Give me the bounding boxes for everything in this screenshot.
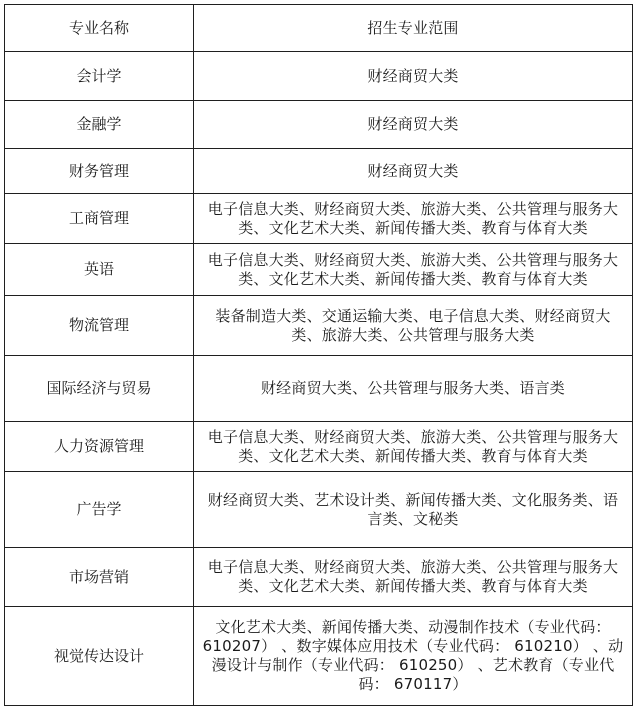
- major-name-cell: 会计学: [5, 52, 194, 101]
- major-name-cell: 金融学: [5, 101, 194, 149]
- table-row: [5, 194, 633, 244]
- header-row: [5, 5, 633, 52]
- admission-scope-cell: 财经商贸大类、艺术设计类、新闻传播大类、文化服务类、语言类、文秘类: [194, 472, 633, 548]
- major-name-cell: 财务管理: [5, 149, 194, 194]
- header-major-name: 专业名称: [5, 5, 194, 52]
- major-name-cell: 广告学: [5, 472, 194, 548]
- table-row: [5, 52, 633, 101]
- admission-scope-cell: 电子信息大类、财经商贸大类、旅游大类、公共管理与服务大类、文化艺术大类、新闻传播大类、教育与体育大类: [194, 194, 633, 244]
- major-name-cell: 英语: [5, 244, 194, 296]
- table-row: [5, 422, 633, 472]
- admission-scope-table: [4, 4, 633, 706]
- table-row: [5, 356, 633, 422]
- admission-scope-cell: 财经商贸大类: [194, 52, 633, 101]
- admission-scope-cell: 电子信息大类、财经商贸大类、旅游大类、公共管理与服务大类、文化艺术大类、新闻传播大类、教育与体育大类: [194, 548, 633, 607]
- admission-scope-cell: 财经商贸大类: [194, 149, 633, 194]
- major-name-cell: 市场营销: [5, 548, 194, 607]
- admission-scope-cell: 电子信息大类、财经商贸大类、旅游大类、公共管理与服务大类、文化艺术大类、新闻传播大类、教育与体育大类: [194, 244, 633, 296]
- header-admission-scope: 招生专业范围: [194, 5, 633, 52]
- table-row: [5, 101, 633, 149]
- table-row: [5, 244, 633, 296]
- major-name-cell: 国际经济与贸易: [5, 356, 194, 422]
- table-row: [5, 607, 633, 706]
- major-name-cell: 人力资源管理: [5, 422, 194, 472]
- admission-scope-cell: 装备制造大类、交通运输大类、电子信息大类、财经商贸大类、旅游大类、公共管理与服务大类: [194, 296, 633, 356]
- major-name-cell: 物流管理: [5, 296, 194, 356]
- major-name-cell: 视觉传达设计: [5, 607, 194, 706]
- admission-scope-cell: 财经商贸大类、公共管理与服务大类、语言类: [194, 356, 633, 422]
- admission-scope-cell: 电子信息大类、财经商贸大类、旅游大类、公共管理与服务大类、文化艺术大类、新闻传播大类、教育与体育大类: [194, 422, 633, 472]
- table-row: [5, 149, 633, 194]
- major-name-cell: 工商管理: [5, 194, 194, 244]
- admission-scope-cell: 财经商贸大类: [194, 101, 633, 149]
- table-row: [5, 296, 633, 356]
- admission-scope-cell: 文化艺术大类、新闻传播大类、动漫制作技术（专业代码： 610207） 、数字媒体应用技术（专业代码： 610210） 、动漫设计与制作（专业代码： 610250） 、艺术教育（专业代码： 670117）: [194, 607, 633, 706]
- table-row: [5, 472, 633, 548]
- table-row: [5, 548, 633, 607]
